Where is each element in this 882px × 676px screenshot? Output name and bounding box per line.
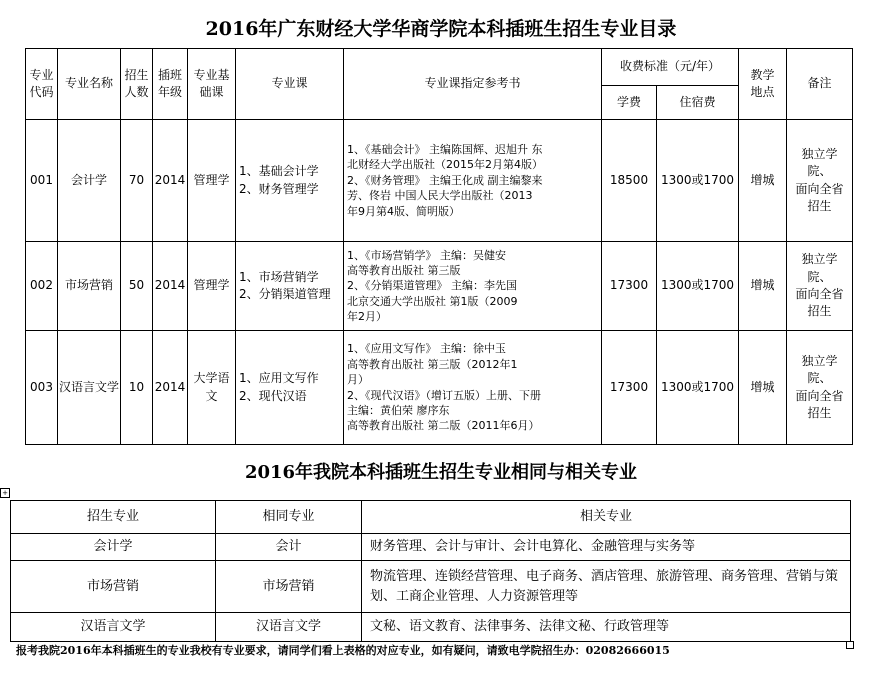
table-move-handle-icon[interactable]: + — [0, 488, 10, 498]
header-fees: 收费标准（元/年） — [602, 49, 739, 86]
same-cell: 市场营销 — [216, 561, 362, 613]
header-quota: 招生 人数 — [121, 49, 153, 120]
books-cell: 1、《应用文写作》 主编：徐中玉 高等教育出版社 第三版（2012年1 月） 2、《现代汉语》（增订五版）上册、下册 主编：黄伯荣 廖序东 高等教育出版社 第二版（2011年6月） — [344, 331, 602, 445]
grade-cell: 2014 — [153, 120, 188, 242]
header-name: 专业名称 — [58, 49, 121, 120]
table-row — [26, 120, 853, 242]
basic-cell: 大学语文 — [188, 331, 236, 445]
note-cell: 独立学 院、 面向全省 招生 — [787, 242, 853, 331]
header-tuition: 学费 — [602, 86, 657, 120]
table-row — [11, 534, 851, 561]
header-note: 备注 — [787, 49, 853, 120]
basic-cell: 管理学 — [188, 120, 236, 242]
header-location: 教学 地点 — [739, 49, 787, 120]
quota-cell: 10 — [121, 331, 153, 445]
dorm-cell: 1300或1700 — [657, 331, 739, 445]
major-cell: 市场营销 — [11, 561, 216, 613]
note-cell: 独立学 院、 面向全省 招生 — [787, 331, 853, 445]
header-grade: 插班 年级 — [153, 49, 188, 120]
quota-cell: 50 — [121, 242, 153, 331]
header-major: 招生专业 — [11, 501, 216, 534]
header-dorm: 住宿费 — [657, 86, 739, 120]
table-row — [26, 242, 853, 331]
header-related: 相关专业 — [362, 501, 851, 534]
location-cell: 增城 — [739, 120, 787, 242]
code-cell: 002 — [26, 242, 58, 331]
related-cell: 文秘、语文教育、法律事务、法律文秘、行政管理等 — [362, 613, 851, 642]
related-cell: 物流管理、连锁经营管理、电子商务、酒店管理、旅游管理、商务管理、营销与策划、工商企业管理、人力资源管理等 — [362, 561, 851, 613]
name-cell: 会计学 — [58, 120, 121, 242]
table-row — [11, 613, 851, 642]
grade-cell: 2014 — [153, 242, 188, 331]
catalog-title: 2016年广东财经大学华商学院本科插班生招生专业目录 — [205, 18, 677, 40]
books-cell: 1、《基础会计》 主编陈国辉、迟旭升 东 北财经大学出版社（2015年2月第4版） 2、《财务管理》 主编王化成 副主编黎来 芳、佟岩 中国人民大学出版社（2013 年9月第4版、简明版） — [344, 120, 602, 242]
dorm-cell: 1300或1700 — [657, 242, 739, 331]
tuition-cell: 17300 — [602, 331, 657, 445]
major-cell: 汉语言文学 — [11, 613, 216, 642]
code-cell: 003 — [26, 331, 58, 445]
header-basic: 专业基 础课 — [188, 49, 236, 120]
courses-cell: 1、基础会计学 2、财务管理学 — [236, 120, 344, 242]
table-resize-handle-icon[interactable] — [846, 641, 854, 649]
courses-cell: 1、市场营销学 2、分销渠道管理 — [236, 242, 344, 331]
same-cell: 汉语言文学 — [216, 613, 362, 642]
basic-cell: 管理学 — [188, 242, 236, 331]
header-code: 专业 代码 — [26, 49, 58, 120]
grade-cell: 2014 — [153, 331, 188, 445]
tuition-cell: 18500 — [602, 120, 657, 242]
tuition-cell: 17300 — [602, 242, 657, 331]
dorm-cell: 1300或1700 — [657, 120, 739, 242]
table-row — [11, 561, 851, 613]
books-cell: 1、《市场营销学》 主编：吴健安 高等教育出版社 第三版 2、《分销渠道管理》 主编：李先国 北京交通大学出版社 第1版（2009 年2月） — [344, 242, 602, 331]
header-books: 专业课指定参考书 — [344, 49, 602, 120]
quota-cell: 70 — [121, 120, 153, 242]
related-majors-table — [10, 500, 851, 642]
code-cell: 001 — [26, 120, 58, 242]
related-cell: 财务管理、会计与审计、会计电算化、金融管理与实务等 — [362, 534, 851, 561]
major-catalog-table — [25, 48, 853, 445]
related-majors-title: 2016年我院本科插班生招生专业相同与相关专业 — [244, 462, 638, 483]
table-row — [26, 331, 853, 445]
note-cell: 独立学 院、 面向全省 招生 — [787, 120, 853, 242]
major-cell: 会计学 — [11, 534, 216, 561]
location-cell: 增城 — [739, 331, 787, 445]
same-cell: 会计 — [216, 534, 362, 561]
header-courses: 专业课 — [236, 49, 344, 120]
header-same: 相同专业 — [216, 501, 362, 534]
footer-note: 报考我院2016年本科插班生的专业我校有专业要求，请同学们看上表格的对应专业，如有疑问，请致电学院招生办：02082666015 — [16, 644, 670, 657]
courses-cell: 1、应用文写作 2、现代汉语 — [236, 331, 344, 445]
name-cell: 汉语言文学 — [58, 331, 121, 445]
location-cell: 增城 — [739, 242, 787, 331]
name-cell: 市场营销 — [58, 242, 121, 331]
